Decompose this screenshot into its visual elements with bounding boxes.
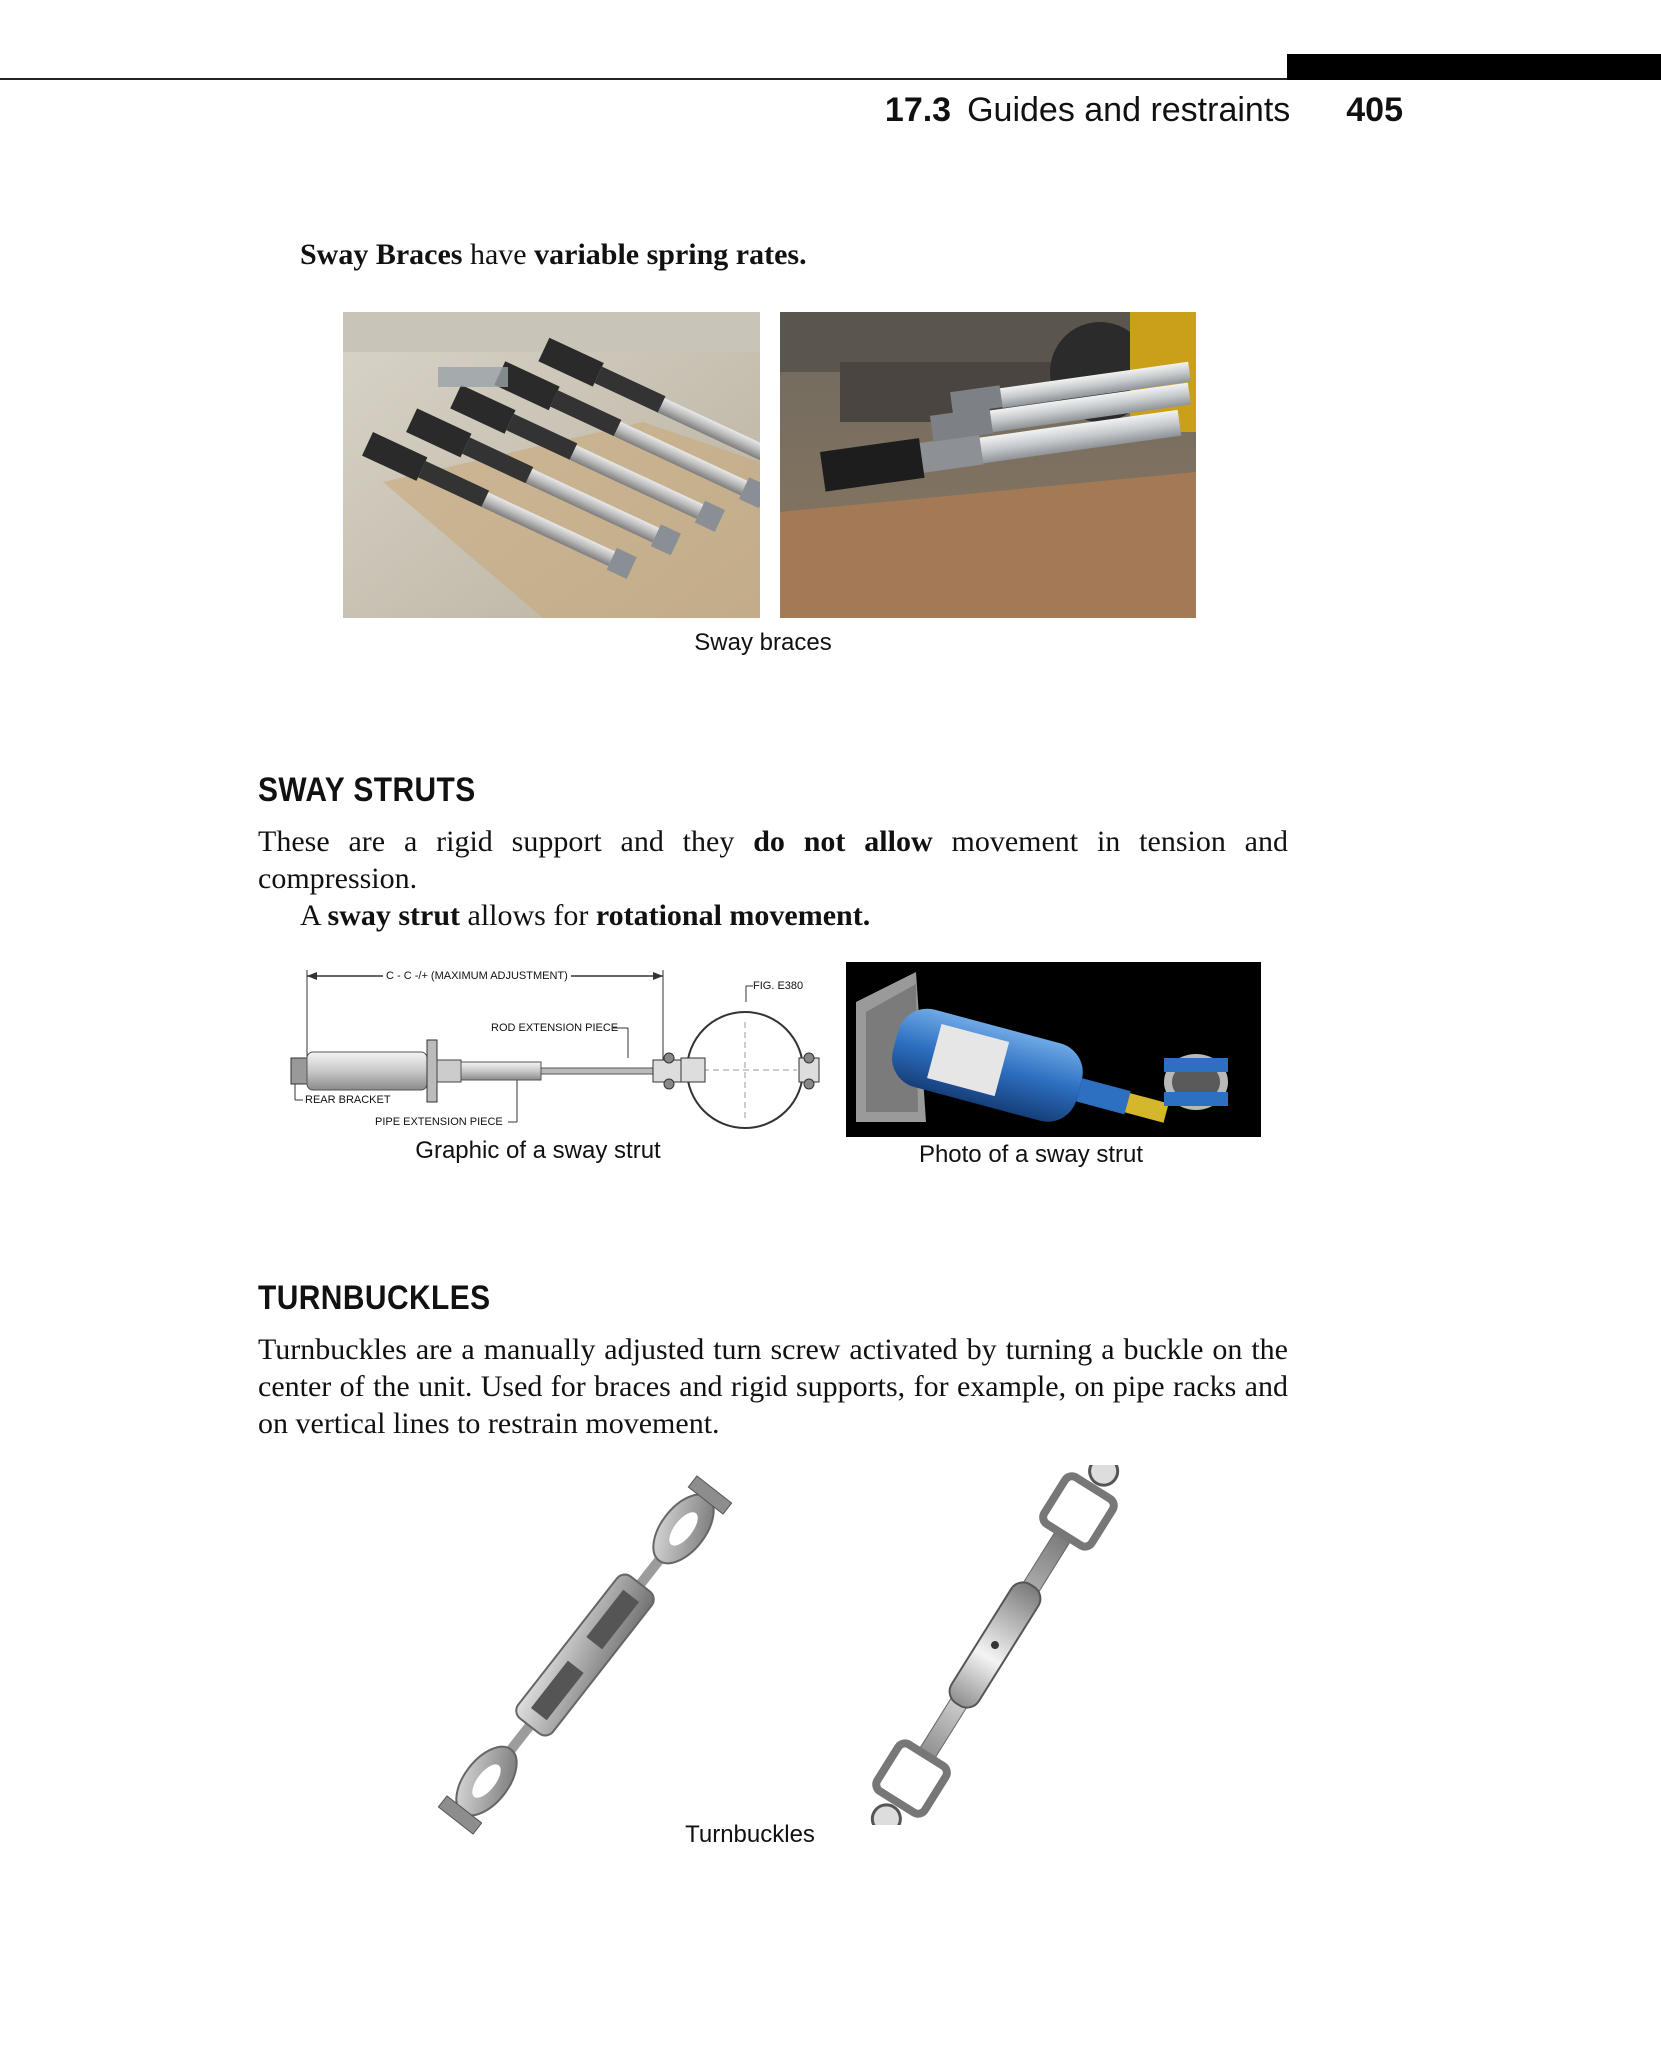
running-head: [885, 88, 1403, 132]
page-number: 405: [1346, 90, 1403, 129]
figure2-caption-left: Graphic of a sway strut: [415, 1137, 661, 1164]
sway-struts-heading: SWAY STRUTS: [258, 771, 476, 809]
label-rod-extension: ROD EXTENSION PIECE: [491, 1022, 619, 1034]
sway-struts-text-a: These are a rigid support and they: [258, 825, 754, 858]
turnbuckles-line3: on vertical lines to restrain movement.: [258, 1407, 720, 1440]
para2-bold-2: rotational movement.: [595, 899, 871, 932]
para2-bold: sway strut: [327, 899, 461, 932]
figure3-caption: Turnbuckles: [685, 1821, 815, 1848]
turnbuckle-galvanized-image: [370, 1465, 800, 1845]
turnbuckle-stainless-image: [820, 1465, 1170, 1825]
sway-braces-photo-left: [343, 312, 760, 618]
turnbuckles-line1: Turnbuckles are a manually adjusted turn screw activated by turning a buckle on the: [258, 1333, 1288, 1366]
figure2-caption-right: Photo of a sway strut: [918, 1141, 1144, 1168]
sway-struts-text-b: movement in tension and: [932, 825, 1288, 858]
sway-braces-photo-right: [780, 312, 1196, 618]
figure1-caption: Sway braces: [694, 629, 832, 656]
intro-bold: Sway Braces: [300, 238, 463, 271]
section-number: 17.3: [884, 90, 952, 129]
para2-text-a: A: [300, 899, 328, 932]
header-bar: [1287, 54, 1661, 80]
label-fig-e380: FIG. E380: [753, 980, 804, 992]
section-title: Guides and restraints: [967, 90, 1291, 129]
sway-struts-para2: [300, 897, 1290, 934]
sway-struts-line2: compression.: [258, 862, 418, 895]
label-rear-bracket: REAR BRACKET: [305, 1094, 391, 1106]
turnbuckles-heading: TURNBUCKLES: [258, 1279, 491, 1317]
intro-sentence: [300, 236, 1200, 273]
sway-struts-line1: [258, 823, 1288, 860]
sway-strut-graphic: [283, 960, 843, 1138]
label-pipe-extension: PIPE EXTENSION PIECE: [375, 1116, 503, 1128]
para2-text-b: allows for: [460, 899, 596, 932]
intro-bold-2: variable spring rates.: [534, 238, 807, 271]
sway-strut-photo: [846, 962, 1261, 1137]
intro-mid: have: [462, 238, 535, 271]
sway-struts-bold: do not allow: [753, 825, 933, 858]
turnbuckles-line2: center of the unit. Used for braces and rigid supports, for example, on pipe racks and: [258, 1370, 1288, 1403]
label-max-adjustment: C - C -/+ (MAXIMUM ADJUSTMENT): [383, 970, 571, 982]
